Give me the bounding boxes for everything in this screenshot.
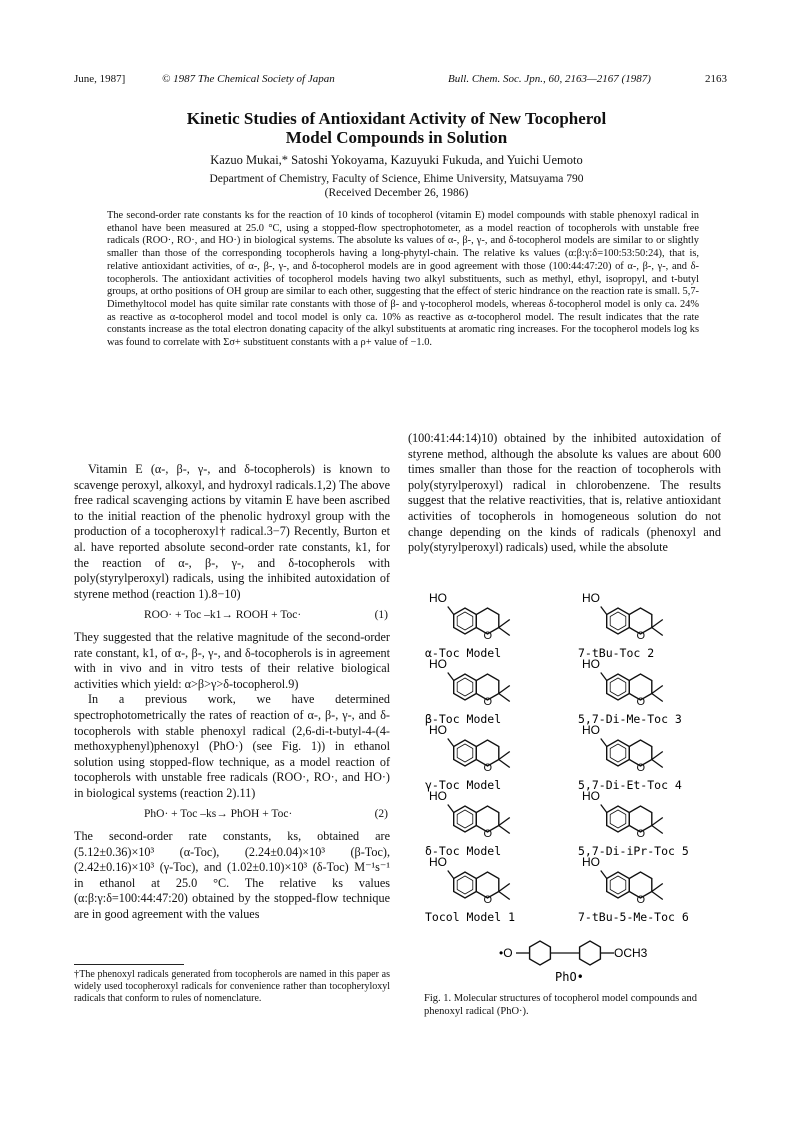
aromatic-bond: [457, 810, 473, 828]
ring-oxygen-label: O: [636, 630, 646, 642]
methyl-bond: [652, 628, 663, 636]
aromatic-bond: [610, 744, 626, 762]
paragraph: They suggested that the relative magnitude of the second-order rate constant, k1, of α-, β-, γ-, and δ-tocopherols is in agreement with in vivo and in vitro tests of their relative biological activities which yield: α>β>γ>δ-tocopherol.9): [74, 629, 390, 691]
pho-oxyl-label: •O: [499, 946, 513, 960]
methyl-bond: [499, 760, 510, 768]
molecule-label: 7-tBu-Toc 2: [578, 646, 655, 660]
hydroxyl-label: HO: [429, 723, 447, 737]
ring-oxygen-label: O: [636, 828, 646, 840]
header-date: June, 1987]: [74, 73, 126, 85]
body-column-left: [74, 462, 390, 923]
hydroxyl-bond: [448, 607, 454, 615]
header-page-number: 2163: [705, 73, 727, 85]
hydroxyl-label: HO: [582, 789, 600, 803]
molecule-label: α-Toc Model: [425, 646, 502, 660]
equation-text: PhO· + Toc –ks→ PhOH + Toc·: [144, 808, 293, 821]
aromatic-bond: [610, 876, 626, 894]
paragraph: In a previous work, we have determined spectrophotometrically the rates of reaction of α-, β-, γ-, and δ-tocopherols with stable phenoxyl radical (2,6-di-t-butyl-4-(4-methoxyphenyl)phenoxyl (PhO·) (see Fig. 1)) in ethanol solution using stopped-flow technique, as a model reaction of tocopherols with unstable free radicals (ROO·, RO·, and HO·) in biological systems (reaction 2).11): [74, 692, 390, 800]
affiliation: Department of Chemistry, Faculty of Science, Ehime University, Matsuyama 790: [209, 173, 584, 185]
aromatic-bond: [610, 612, 626, 630]
hydroxyl-label: HO: [429, 657, 447, 671]
aromatic-bond: [610, 678, 626, 696]
methyl-bond: [652, 752, 663, 760]
equation-number: (2): [374, 808, 388, 821]
pho-ring-1: [530, 941, 551, 965]
methyl-bond: [652, 826, 663, 834]
hydroxyl-bond: [601, 805, 607, 813]
methyl-bond: [652, 884, 663, 892]
methyl-bond: [652, 892, 663, 900]
hydroxyl-label: HO: [429, 855, 447, 869]
hydroxyl-bond: [448, 739, 454, 747]
paper-title: [60, 109, 733, 147]
hydroxyl-label: HO: [429, 591, 447, 605]
paragraph: The second-order rate constants, ks, obtained are (5.12±0.36)×10³ (α-Toc), (2.24±0.04)×10³ (β-Toc), (2.42±0.16)×10³ (γ-Toc), and (1.02±0.10)×10³ (δ-Toc) M⁻¹s⁻¹ in ethanol at 25.0 °C. The relative ks values (α:β:γ:δ=100:44:47:20) obtained by the stopped-flow technique are in good agreement with the values: [74, 829, 390, 922]
methyl-bond: [499, 620, 510, 628]
ring-oxygen-label: O: [636, 696, 646, 708]
molecule-label: 5,7-Di-iPr-Toc 5: [578, 844, 689, 858]
methyl-bond: [499, 884, 510, 892]
equation-text: ROO· + Toc –k1→ ROOH + Toc·: [144, 609, 302, 622]
methyl-bond: [499, 892, 510, 900]
hydroxyl-label: HO: [582, 855, 600, 869]
ring-oxygen-label: O: [483, 762, 493, 774]
pho-label: PhO•: [555, 970, 584, 984]
aromatic-bond: [457, 744, 473, 762]
title-line-2: Model Compounds in Solution: [285, 128, 508, 147]
figure-1: [415, 585, 720, 1025]
hydroxyl-bond: [601, 607, 607, 615]
methyl-bond: [652, 686, 663, 694]
ring-oxygen-label: O: [483, 828, 493, 840]
equation-1: [74, 608, 390, 624]
header-journal: Bull. Chem. Soc. Jpn., 60, 2163—2167 (1987): [448, 73, 651, 85]
ring-oxygen-label: O: [483, 894, 493, 906]
methyl-bond: [499, 752, 510, 760]
molecule-label: 7-tBu-5-Me-Toc 6: [578, 910, 689, 924]
authors: Kazuo Mukai,* Satoshi Yokoyama, Kazuyuki Fukuda, and Yuichi Uemoto: [210, 153, 583, 167]
pho-methoxy-label: OCH3: [614, 946, 648, 960]
pho-ring-2: [580, 941, 601, 965]
hydroxyl-bond: [601, 739, 607, 747]
footnote: †The phenoxyl radicals generated from tocopherols are named in this paper as widely used tocopheroxyl radicals for convenience rather than tocopheryloxyl radicals that conform to rules of nomenclature.: [74, 969, 390, 1005]
hydroxyl-bond: [601, 871, 607, 879]
paragraph: (100:41:44:14)10) obtained by the inhibited autoxidation of styrene method, although the absolute ks values are about 600 times smaller than those for the reaction of tocopherols with poly(styrylperoxyl) radical in chlorobenzene. The results suggest that the relative reactivities, that is, relative antioxidant activities of tocopherols in homogeneous solution do not change depending on the kinds of radicals (phenoxyl and poly(styrylperoxyl) radicals) used, while the absolute: [408, 431, 721, 555]
ring-oxygen-label: O: [636, 894, 646, 906]
molecule-label: 5,7-Di-Me-Toc 3: [578, 712, 682, 726]
aromatic-bond: [457, 876, 473, 894]
methyl-bond: [499, 826, 510, 834]
methyl-bond: [499, 818, 510, 826]
paragraph: Vitamin E (α-, β-, γ-, and δ-tocopherols) is known to scavenge peroxyl, alkoxyl, and hydroxyl radicals.1,2) The above free radical scavenging actions by vitamin E have been ascribed to the initial reaction of the phenolic hydroxyl group with the production of a tocopheroxyl† radical.3−7) Recently, Burton et al. have reported absolute second-order rate constants, k1, for the reaction of α-, β-, γ-, and δ-tocopherols with poly(styrylperoxyl) radicals, using the inhibited autoxidation of styrene method (reaction 1).8−10): [74, 462, 390, 601]
abstract: The second-order rate constants ks for the reaction of 10 kinds of tocopherol (vitamin E) model compounds with stable phenoxyl radical in ethanol have been measured at 25.0 °C, using a stopped-flow spectrophotometer, as a model reaction of tocopherols with unstable free radicals (ROO·, RO·, and HO·) in biological systems. The absolute ks values of α-, β-, γ-, and δ-tocopherol models are similar to or slightly smaller than those of the corresponding tocopherols having a long-phytyl-chain. The relative ks values (α:β:γ:δ=100:53:50:24), that is, relative antioxidant activities, of α-, β-, γ-, and δ-tocopherol models are in good agreement with those (100:44:47:20) of α-, β-, γ-, and δ-tocopherols. The antioxidant activities of tocopherol models having two alkyl substituents, such as methyl, ethyl, isopropyl, and t-butyl groups, at ortho positions of OH group are similar to each other, suggesting that the effect of steric hindrance on the reaction rate is small. 5,7-Dimethyltocol model has quite similar rate constants with those of β- and γ-tocopherol models, whereas δ-tocopherol model is only ca. 24% as reactive as α-tocopherol model and tocol model is only ca. 10% as reactive as α-tocopherol model. The result indicates that the rate constants increase as the total electron donating capacity of the alkyl substituents at aromatic ring increases. For the tocopherol models log ks was found to correlate with Σσ+ substituent constants with a ρ+ value of −1.0.: [107, 210, 699, 349]
molecule-label: δ-Toc Model: [425, 844, 502, 858]
molecule-label: γ-Toc Model: [425, 778, 502, 792]
equation-2: [74, 807, 390, 823]
body-column-right: [408, 431, 721, 556]
hydroxyl-bond: [448, 871, 454, 879]
hydroxyl-label: HO: [582, 723, 600, 737]
hydroxyl-bond: [448, 673, 454, 681]
methyl-bond: [499, 694, 510, 702]
hydroxyl-bond: [448, 805, 454, 813]
ring-oxygen-label: O: [636, 762, 646, 774]
molecule-label: 5,7-Di-Et-Toc 4: [578, 778, 682, 792]
aromatic-bond: [457, 678, 473, 696]
hydroxyl-bond: [601, 673, 607, 681]
molecule-label: Tocol Model 1: [425, 910, 516, 924]
header-copyright: © 1987 The Chemical Society of Japan: [162, 73, 335, 85]
footnote-rule: [74, 964, 184, 965]
hydroxyl-label: HO: [429, 789, 447, 803]
aromatic-bond: [610, 810, 626, 828]
hydroxyl-label: HO: [582, 657, 600, 671]
ring-oxygen-label: O: [483, 630, 493, 642]
ring-oxygen-label: O: [483, 696, 493, 708]
methyl-bond: [499, 686, 510, 694]
methyl-bond: [652, 620, 663, 628]
figure-caption: Fig. 1. Molecular structures of tocopherol model compounds and phenoxyl radical (PhO·).: [424, 993, 697, 1017]
equation-number: (1): [374, 609, 388, 622]
molecule-label: β-Toc Model: [425, 712, 502, 726]
methyl-bond: [652, 760, 663, 768]
molecule-structures-drawing: [415, 585, 720, 985]
received-date: (Received December 26, 1986): [324, 187, 469, 199]
methyl-bond: [652, 694, 663, 702]
hydroxyl-label: HO: [582, 591, 600, 605]
aromatic-bond: [457, 612, 473, 630]
affiliation-block: [60, 172, 733, 200]
title-line-1: Kinetic Studies of Antioxidant Activity of New Tocopherol: [186, 109, 607, 128]
methyl-bond: [652, 818, 663, 826]
methyl-bond: [499, 628, 510, 636]
